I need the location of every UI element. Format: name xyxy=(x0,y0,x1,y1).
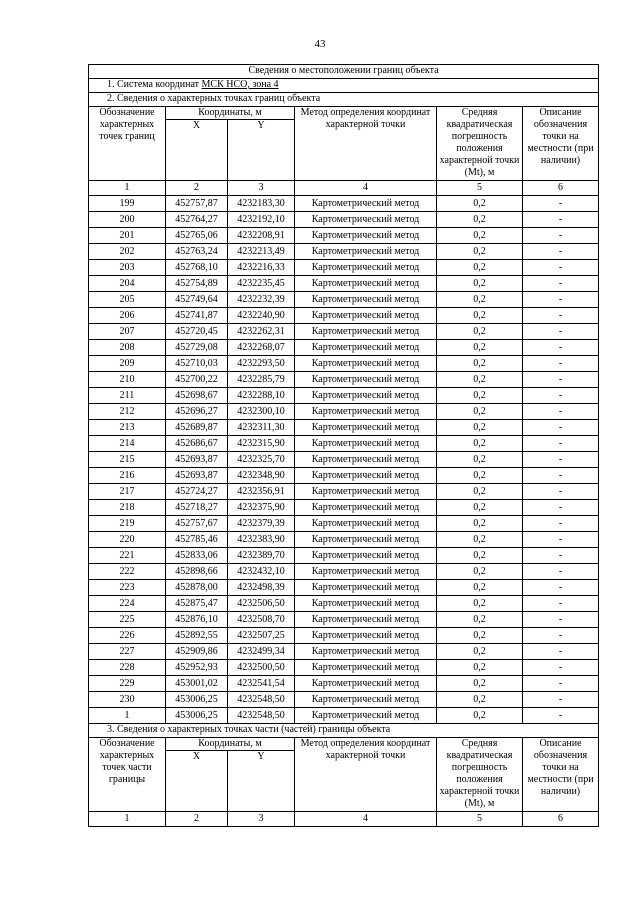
coord-y-cell: 4232508,70 xyxy=(228,612,295,628)
error-cell: 0,2 xyxy=(437,212,523,228)
boundary-table xyxy=(88,64,599,827)
column-number-row xyxy=(89,181,599,196)
description-cell: - xyxy=(523,292,599,308)
coord-x-cell: 453001,02 xyxy=(166,676,228,692)
coord-x-cell: 452757,67 xyxy=(166,516,228,532)
coord-y-cell: 4232432,10 xyxy=(228,564,295,580)
description-cell: - xyxy=(523,452,599,468)
coord-y-cell: 4232506,50 xyxy=(228,596,295,612)
error-cell: 0,2 xyxy=(437,372,523,388)
method-cell: Картометрический метод xyxy=(295,660,437,676)
table-row xyxy=(89,596,599,612)
coord-y-cell: 4232288,10 xyxy=(228,388,295,404)
method-cell: Картометрический метод xyxy=(295,436,437,452)
coord-y-cell: 4232379,39 xyxy=(228,516,295,532)
header2-method: Метод определения координат характерной точки xyxy=(295,738,437,812)
coord-x-cell: 452693,87 xyxy=(166,468,228,484)
coord-x-cell: 452768,10 xyxy=(166,260,228,276)
point-id-cell: 217 xyxy=(89,484,166,500)
point-id-cell: 227 xyxy=(89,644,166,660)
error-cell: 0,2 xyxy=(437,388,523,404)
description-cell: - xyxy=(523,516,599,532)
header-error: Средняя квадратическая погрешность положения характерной точки (Mt), м xyxy=(437,107,523,181)
coord-y-cell: 4232325,70 xyxy=(228,452,295,468)
error-cell: 0,2 xyxy=(437,516,523,532)
column-number: 6 xyxy=(523,181,599,196)
column-number: 1 xyxy=(89,181,166,196)
coord-y-cell: 4232507,25 xyxy=(228,628,295,644)
error-cell: 0,2 xyxy=(437,356,523,372)
method-cell: Картометрический метод xyxy=(295,308,437,324)
description-cell: - xyxy=(523,500,599,516)
error-cell: 0,2 xyxy=(437,436,523,452)
table-row xyxy=(89,420,599,436)
coord-x-cell: 452710,03 xyxy=(166,356,228,372)
point-id-cell: 206 xyxy=(89,308,166,324)
description-cell: - xyxy=(523,244,599,260)
point-id-cell: 223 xyxy=(89,580,166,596)
method-cell: Картометрический метод xyxy=(295,628,437,644)
coord-x-cell: 452718,27 xyxy=(166,500,228,516)
method-cell: Картометрический метод xyxy=(295,228,437,244)
error-cell: 0,2 xyxy=(437,644,523,660)
point-id-cell: 205 xyxy=(89,292,166,308)
coord-x-cell: 452892,55 xyxy=(166,628,228,644)
method-cell: Картометрический метод xyxy=(295,468,437,484)
coord-x-cell: 453006,25 xyxy=(166,708,228,724)
header2-points: Обозначение характерных точек части границы xyxy=(89,738,166,812)
method-cell: Картометрический метод xyxy=(295,452,437,468)
table-row xyxy=(89,196,599,212)
description-cell: - xyxy=(523,644,599,660)
coord-x-cell: 453006,25 xyxy=(166,692,228,708)
error-cell: 0,2 xyxy=(437,420,523,436)
method-cell: Картометрический метод xyxy=(295,340,437,356)
point-id-cell: 204 xyxy=(89,276,166,292)
coord-y-cell: 4232293,50 xyxy=(228,356,295,372)
coord-x-cell: 452724,27 xyxy=(166,484,228,500)
coord-x-cell: 452909,86 xyxy=(166,644,228,660)
column-number: 1 xyxy=(89,812,166,827)
description-cell: - xyxy=(523,484,599,500)
description-cell: - xyxy=(523,260,599,276)
coord-y-cell: 4232375,90 xyxy=(228,500,295,516)
error-cell: 0,2 xyxy=(437,596,523,612)
table-row xyxy=(89,516,599,532)
table-row xyxy=(89,372,599,388)
header-points: Обозначение характерных точек границ xyxy=(89,107,166,181)
table-row xyxy=(89,548,599,564)
method-cell: Картометрический метод xyxy=(295,676,437,692)
point-id-cell: 211 xyxy=(89,388,166,404)
coord-x-cell: 452741,87 xyxy=(166,308,228,324)
table-row xyxy=(89,612,599,628)
method-cell: Картометрический метод xyxy=(295,196,437,212)
coord-y-cell: 4232192,10 xyxy=(228,212,295,228)
section-heading-points: 2. Сведения о характерных точках границ объекта xyxy=(89,93,599,107)
point-id-cell: 229 xyxy=(89,676,166,692)
coord-x-cell: 452696,27 xyxy=(166,404,228,420)
coord-y-cell: 4232498,39 xyxy=(228,580,295,596)
error-cell: 0,2 xyxy=(437,404,523,420)
description-cell: - xyxy=(523,356,599,372)
column-number: 2 xyxy=(166,812,228,827)
table-row xyxy=(89,660,599,676)
error-cell: 0,2 xyxy=(437,340,523,356)
description-cell: - xyxy=(523,612,599,628)
description-cell: - xyxy=(523,532,599,548)
error-cell: 0,2 xyxy=(437,708,523,724)
method-cell: Картометрический метод xyxy=(295,420,437,436)
coord-y-cell: 4232300,10 xyxy=(228,404,295,420)
point-id-cell: 215 xyxy=(89,452,166,468)
description-cell: - xyxy=(523,628,599,644)
coord-y-cell: 4232548,50 xyxy=(228,692,295,708)
coord-x-cell: 452785,46 xyxy=(166,532,228,548)
point-id-cell: 219 xyxy=(89,516,166,532)
method-cell: Картометрический метод xyxy=(295,260,437,276)
coord-y-cell: 4232240,90 xyxy=(228,308,295,324)
error-cell: 0,2 xyxy=(437,260,523,276)
coord-x-cell: 452686,67 xyxy=(166,436,228,452)
error-cell: 0,2 xyxy=(437,532,523,548)
column-number: 4 xyxy=(295,812,437,827)
coord-y-cell: 4232262,31 xyxy=(228,324,295,340)
error-cell: 0,2 xyxy=(437,196,523,212)
coord-x-cell: 452833,06 xyxy=(166,548,228,564)
error-cell: 0,2 xyxy=(437,612,523,628)
description-cell: - xyxy=(523,436,599,452)
coord-y-cell: 4232315,90 xyxy=(228,436,295,452)
error-cell: 0,2 xyxy=(437,484,523,500)
method-cell: Картометрический метод xyxy=(295,484,437,500)
column-number: 4 xyxy=(295,181,437,196)
error-cell: 0,2 xyxy=(437,276,523,292)
point-id-cell: 222 xyxy=(89,564,166,580)
table-row xyxy=(89,260,599,276)
method-cell: Картометрический метод xyxy=(295,644,437,660)
table-row xyxy=(89,340,599,356)
column-number: 5 xyxy=(437,812,523,827)
description-cell: - xyxy=(523,468,599,484)
description-cell: - xyxy=(523,564,599,580)
table-row xyxy=(89,628,599,644)
coord-y-cell: 4232235,45 xyxy=(228,276,295,292)
coord-x-cell: 452757,87 xyxy=(166,196,228,212)
point-id-cell: 221 xyxy=(89,548,166,564)
point-id-cell: 203 xyxy=(89,260,166,276)
coord-y-cell: 4232356,91 xyxy=(228,484,295,500)
method-cell: Картометрический метод xyxy=(295,580,437,596)
error-cell: 0,2 xyxy=(437,676,523,692)
table-row xyxy=(89,580,599,596)
point-id-cell: 1 xyxy=(89,708,166,724)
coord-x-cell: 452700,22 xyxy=(166,372,228,388)
header2-y: Y xyxy=(228,751,295,812)
point-id-cell: 212 xyxy=(89,404,166,420)
point-id-cell: 220 xyxy=(89,532,166,548)
method-cell: Картометрический метод xyxy=(295,564,437,580)
point-id-cell: 213 xyxy=(89,420,166,436)
coord-x-cell: 452729,08 xyxy=(166,340,228,356)
header-description: Описание обозначения точки на местности (при наличии) xyxy=(523,107,599,181)
table-row xyxy=(89,356,599,372)
coord-x-cell: 452698,67 xyxy=(166,388,228,404)
coord-y-cell: 4232389,70 xyxy=(228,548,295,564)
error-cell: 0,2 xyxy=(437,292,523,308)
column-number: 6 xyxy=(523,812,599,827)
table-row xyxy=(89,452,599,468)
point-id-cell: 225 xyxy=(89,612,166,628)
description-cell: - xyxy=(523,340,599,356)
coord-y-cell: 4232311,30 xyxy=(228,420,295,436)
error-cell: 0,2 xyxy=(437,324,523,340)
column-number: 3 xyxy=(228,181,295,196)
point-id-cell: 214 xyxy=(89,436,166,452)
method-cell: Картометрический метод xyxy=(295,404,437,420)
error-cell: 0,2 xyxy=(437,628,523,644)
error-cell: 0,2 xyxy=(437,580,523,596)
description-cell: - xyxy=(523,708,599,724)
method-cell: Картометрический метод xyxy=(295,692,437,708)
description-cell: - xyxy=(523,324,599,340)
coord-x-cell: 452765,06 xyxy=(166,228,228,244)
column-number: 5 xyxy=(437,181,523,196)
table-row xyxy=(89,708,599,724)
method-cell: Картометрический метод xyxy=(295,516,437,532)
table-row xyxy=(89,324,599,340)
point-id-cell: 230 xyxy=(89,692,166,708)
description-cell: - xyxy=(523,596,599,612)
description-cell: - xyxy=(523,276,599,292)
error-cell: 0,2 xyxy=(437,468,523,484)
description-cell: - xyxy=(523,404,599,420)
point-id-cell: 201 xyxy=(89,228,166,244)
error-cell: 0,2 xyxy=(437,660,523,676)
description-cell: - xyxy=(523,580,599,596)
table-row xyxy=(89,564,599,580)
coord-x-cell: 452720,45 xyxy=(166,324,228,340)
coord-y-cell: 4232541,54 xyxy=(228,676,295,692)
coord-x-cell: 452693,87 xyxy=(166,452,228,468)
method-cell: Картометрический метод xyxy=(295,612,437,628)
table-row xyxy=(89,228,599,244)
error-cell: 0,2 xyxy=(437,228,523,244)
header-x: X xyxy=(166,120,228,181)
header-method: Метод определения координат характерной точки xyxy=(295,107,437,181)
point-id-cell: 202 xyxy=(89,244,166,260)
point-id-cell: 228 xyxy=(89,660,166,676)
method-cell: Картометрический метод xyxy=(295,500,437,516)
table-row xyxy=(89,500,599,516)
coord-x-cell: 452875,47 xyxy=(166,596,228,612)
table-row xyxy=(89,292,599,308)
point-id-cell: 209 xyxy=(89,356,166,372)
method-cell: Картометрический метод xyxy=(295,596,437,612)
description-cell: - xyxy=(523,196,599,212)
table-row xyxy=(89,244,599,260)
table-row xyxy=(89,644,599,660)
method-cell: Картометрический метод xyxy=(295,292,437,308)
point-id-cell: 218 xyxy=(89,500,166,516)
coord-x-cell: 452878,00 xyxy=(166,580,228,596)
coord-y-cell: 4232348,90 xyxy=(228,468,295,484)
page-number: 43 xyxy=(314,38,326,50)
method-cell: Картометрический метод xyxy=(295,532,437,548)
error-cell: 0,2 xyxy=(437,452,523,468)
header-coordinates: Координаты, м xyxy=(166,107,295,120)
coordinate-system-prefix: 1. Система координат xyxy=(107,79,202,90)
table-row xyxy=(89,532,599,548)
description-cell: - xyxy=(523,692,599,708)
coord-x-cell: 452689,87 xyxy=(166,420,228,436)
coord-y-cell: 4232500,50 xyxy=(228,660,295,676)
coord-y-cell: 4232499,34 xyxy=(228,644,295,660)
error-cell: 0,2 xyxy=(437,244,523,260)
column-number-row xyxy=(89,812,599,827)
coord-x-cell: 452876,10 xyxy=(166,612,228,628)
method-cell: Картометрический метод xyxy=(295,244,437,260)
coord-x-cell: 452764,27 xyxy=(166,212,228,228)
error-cell: 0,2 xyxy=(437,692,523,708)
coord-y-cell: 4232183,30 xyxy=(228,196,295,212)
table-row xyxy=(89,676,599,692)
method-cell: Картометрический метод xyxy=(295,324,437,340)
method-cell: Картометрический метод xyxy=(295,388,437,404)
table-row xyxy=(89,388,599,404)
coord-x-cell: 452749,64 xyxy=(166,292,228,308)
method-cell: Картометрический метод xyxy=(295,356,437,372)
coord-x-cell: 452952,93 xyxy=(166,660,228,676)
coord-y-cell: 4232383,90 xyxy=(228,532,295,548)
coord-y-cell: 4232285,79 xyxy=(228,372,295,388)
point-id-cell: 200 xyxy=(89,212,166,228)
header2-error: Средняя квадратическая погрешность положения характерной точки (Mt), м xyxy=(437,738,523,812)
table-row xyxy=(89,308,599,324)
method-cell: Картометрический метод xyxy=(295,548,437,564)
point-id-cell: 199 xyxy=(89,196,166,212)
coord-x-cell: 452898,66 xyxy=(166,564,228,580)
error-cell: 0,2 xyxy=(437,500,523,516)
table-title: Сведения о местоположении границ объекта xyxy=(89,65,599,79)
column-number: 2 xyxy=(166,181,228,196)
point-id-cell: 210 xyxy=(89,372,166,388)
point-id-cell: 224 xyxy=(89,596,166,612)
column-number: 3 xyxy=(228,812,295,827)
coord-y-cell: 4232232,39 xyxy=(228,292,295,308)
table-row xyxy=(89,484,599,500)
table-row xyxy=(89,276,599,292)
table-row xyxy=(89,404,599,420)
description-cell: - xyxy=(523,388,599,404)
coord-x-cell: 452754,89 xyxy=(166,276,228,292)
method-cell: Картометрический метод xyxy=(295,212,437,228)
header-y: Y xyxy=(228,120,295,181)
error-cell: 0,2 xyxy=(437,564,523,580)
description-cell: - xyxy=(523,548,599,564)
header2-x: X xyxy=(166,751,228,812)
coord-y-cell: 4232208,91 xyxy=(228,228,295,244)
description-cell: - xyxy=(523,420,599,436)
description-cell: - xyxy=(523,228,599,244)
method-cell: Картометрический метод xyxy=(295,708,437,724)
coord-y-cell: 4232548,50 xyxy=(228,708,295,724)
description-cell: - xyxy=(523,660,599,676)
point-id-cell: 208 xyxy=(89,340,166,356)
point-id-cell: 226 xyxy=(89,628,166,644)
coord-y-cell: 4232213,49 xyxy=(228,244,295,260)
description-cell: - xyxy=(523,308,599,324)
point-id-cell: 207 xyxy=(89,324,166,340)
error-cell: 0,2 xyxy=(437,308,523,324)
method-cell: Картометрический метод xyxy=(295,276,437,292)
error-cell: 0,2 xyxy=(437,548,523,564)
table-row xyxy=(89,692,599,708)
description-cell: - xyxy=(523,676,599,692)
description-cell: - xyxy=(523,372,599,388)
coordinate-system xyxy=(89,79,599,93)
header2-coordinates: Координаты, м xyxy=(166,738,295,751)
coord-y-cell: 4232268,07 xyxy=(228,340,295,356)
table-row xyxy=(89,212,599,228)
table-row xyxy=(89,436,599,452)
coord-x-cell: 452763,24 xyxy=(166,244,228,260)
coordinate-system-link[interactable]: МСК НСО, зона 4 xyxy=(201,79,279,90)
table-row xyxy=(89,468,599,484)
header2-description: Описание обозначения точки на местности (при наличии) xyxy=(523,738,599,812)
method-cell: Картометрический метод xyxy=(295,372,437,388)
coord-y-cell: 4232216,33 xyxy=(228,260,295,276)
section-heading-part-points: 3. Сведения о характерных точках части (частей) границы объекта xyxy=(89,724,599,738)
point-id-cell: 216 xyxy=(89,468,166,484)
description-cell: - xyxy=(523,212,599,228)
